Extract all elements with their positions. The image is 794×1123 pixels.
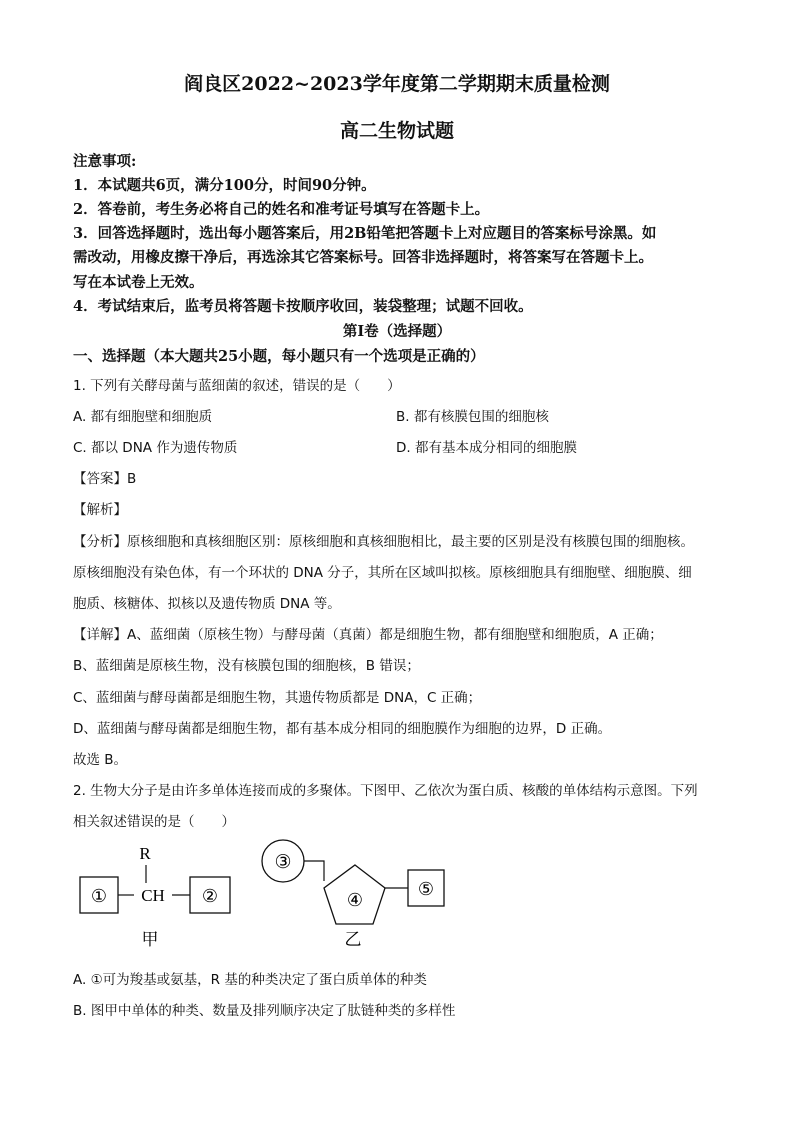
q2-stem-line-1: 2. 生物大分子是由许多单体连接而成的多聚体。下图甲、乙依次为蛋白质、核酸的单体结构示意图。下列 xyxy=(73,783,698,799)
q1-analysis-line-3: 胞质、核糖体、拟核以及遗传物质 DNA 等。 xyxy=(73,596,341,612)
q2-option-a: A. ①可为羧基或氨基，R 基的种类决定了蛋白质单体的种类 xyxy=(73,972,427,988)
figure-jia xyxy=(80,844,230,949)
q1-option-d: D. 都有基本成分相同的细胞膜 xyxy=(396,440,577,456)
yi-pentagon-label: ④ xyxy=(346,890,364,910)
yi-caption: 乙 xyxy=(344,930,362,949)
q1-analysis-label: 【解析】 xyxy=(73,502,127,518)
q1-answer: 【答案】B xyxy=(73,471,137,487)
notes-heading: 注意事项: xyxy=(73,153,137,170)
yi-box-label: ⑤ xyxy=(417,879,435,899)
q1-analysis-line-1: 【分析】原核细胞和真核细胞区别：原核细胞和真核细胞相比，最主要的区别是没有核膜包围的细胞核。 xyxy=(73,534,694,550)
jia-r-label: R xyxy=(139,844,151,863)
q1-detail-line-4: D、蓝细菌与酵母菌都是细胞生物，都有基本成分相同的细胞膜作为细胞的边界，D 正确。 xyxy=(73,721,612,737)
notes-item-4: 4．考试结束后，监考员将答题卡按顺序收回，装袋整理；试题不回收。 xyxy=(73,298,533,315)
jia-caption: 甲 xyxy=(141,930,159,949)
section-heading: 一、选择题（本大题共25小题，每小题只有一个选项是正确的） xyxy=(73,348,485,365)
notes-item-2: 2．答卷前，考生务必将自己的姓名和准考证号填写在答题卡上。 xyxy=(73,201,490,218)
notes-item-3-line-3: 写在本试卷上无效。 xyxy=(73,274,204,291)
yi-circle-label: ③ xyxy=(274,852,292,873)
q1-analysis-line-2: 原核细胞没有染色体，有一个环状的 DNA 分子，其所在区域叫拟核。原核细胞具有细胞壁、细胞膜、细 xyxy=(73,565,692,581)
notes-item-3-line-2: 需改动，用橡皮擦干净后，再选涂其它答案标号。回答非选择题时，将答案写在答题卡上。 xyxy=(73,249,653,266)
q2-figure xyxy=(0,835,794,955)
jia-left-box-label: ① xyxy=(90,886,108,906)
q1-detail-line-1: 【详解】A、蓝细菌（原核生物）与酵母菌（真菌）都是细胞生物，都有细胞壁和细胞质，A 正确； xyxy=(73,627,663,643)
q1-option-c: C. 都以 DNA 作为遗传物质 xyxy=(73,440,238,456)
exam-title: 阎良区2022~2023学年度第二学期期末质量检测 xyxy=(184,73,610,95)
jia-center-label: CH xyxy=(141,886,165,905)
q1-conclusion: 故选 B。 xyxy=(73,752,128,768)
q1-stem: 1. 下列有关酵母菌与蓝细菌的叙述，错误的是（ ） xyxy=(73,378,401,394)
q1-option-b: B. 都有核膜包围的细胞核 xyxy=(396,409,549,425)
notes-item-3-line-1: 3．回答选择题时，选出每小题答案后，用2B铅笔把答题卡上对应题目的答案标号涂黑。如 xyxy=(73,225,657,242)
q1-detail-line-2: B、蓝细菌是原核生物，没有核膜包围的细胞核，B 错误； xyxy=(73,658,420,674)
notes-item-1: 1．本试题共6页，满分100分，时间90分钟。 xyxy=(73,177,376,194)
q2-option-b: B. 图甲中单体的种类、数量及排列顺序决定了肽链种类的多样性 xyxy=(73,1003,456,1019)
q1-option-a: A. 都有细胞壁和细胞质 xyxy=(73,409,213,425)
q2-stem-line-2: 相关叙述错误的是（ ） xyxy=(73,814,235,830)
figure-yi xyxy=(262,840,444,949)
jia-right-box-label: ② xyxy=(201,886,219,906)
exam-subtitle: 高二生物试题 xyxy=(339,120,454,142)
part-title: 第I卷（选择题） xyxy=(342,323,452,340)
q1-detail-line-3: C、蓝细菌与酵母菌都是细胞生物，其遗传物质都是 DNA，C 正确； xyxy=(73,690,482,706)
